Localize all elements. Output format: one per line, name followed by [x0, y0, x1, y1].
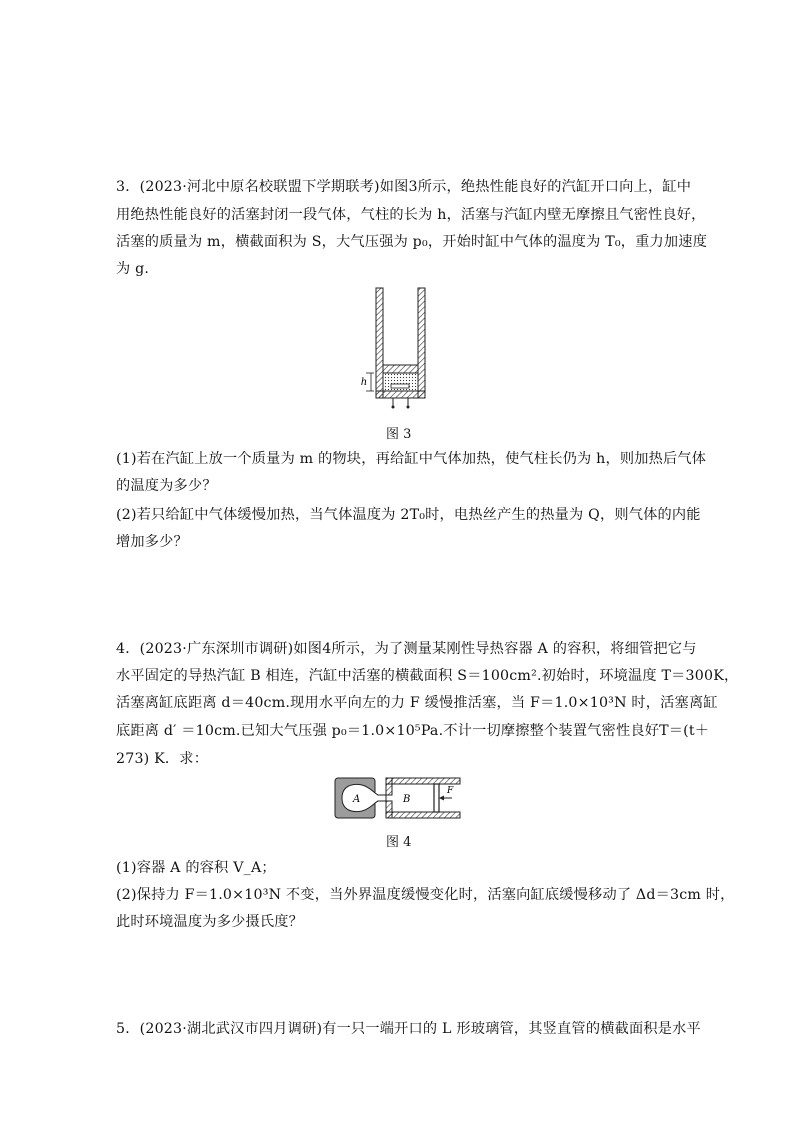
- q3-sub-1a: (1)若在汽缸上放一个质量为 m 的物块，再给缸中气体加热，使气柱长仍为 h，则加热后气体: [116, 451, 707, 467]
- cylinder-bottom: [376, 391, 425, 398]
- q4-line-3: 活塞离缸底距离 d＝40cm.现用水平向左的力 F 缓慢推活塞，当 F＝1.0×10³N 时，活塞离缸: [116, 695, 718, 711]
- q3-sub-2b: 增加多少？: [116, 534, 188, 550]
- q4-line-5: 273) K．求：: [116, 751, 209, 767]
- label-f: F: [447, 786, 454, 796]
- q3-line-3: 活塞的质量为 m，横截面积为 S，大气压强为 p₀，开始时缸中气体的温度为 T₀，重力加速度: [116, 234, 708, 250]
- q3-sub-1b: 的温度为多少？: [116, 478, 217, 494]
- q3-line-4: 为 g.: [116, 261, 150, 277]
- cylinder-right-wall: [418, 288, 425, 398]
- q3-line-2: 用绝热性能良好的活塞封闭一段气体，气柱的长为 h，活塞与汽缸内壁无摩擦且气密性良好，: [116, 207, 706, 223]
- heating-wire: [391, 384, 409, 388]
- label-a: A: [353, 794, 361, 805]
- piston: [383, 365, 418, 373]
- figure-4-caption: 图 4: [386, 835, 412, 850]
- cylinder-left-wall: [376, 288, 383, 398]
- figure-3-cylinder-diagram: [360, 286, 440, 416]
- cylinder-b-left-wall: [386, 778, 392, 795]
- piston-b: [434, 784, 439, 812]
- cylinder-b-bottom-wall: [386, 812, 460, 818]
- q4-line-1: 4．(2023·广东深圳市调研)如图4所示，为了测量某刚性导热容器 A 的容积，将细管把它与: [116, 641, 697, 657]
- q5-line-1: 5．(2023·湖北武汉市四月调研)有一只一端开口的 L 形玻璃管，其竖直管的横截面积是水平: [116, 1021, 701, 1037]
- q4-line-4: 底距离 d′ ＝10cm.已知大气压强 p₀＝1.0×10⁵Pa.不计一切摩擦整个装置气密性良好T＝(t＋: [116, 723, 710, 739]
- label-b: B: [403, 794, 411, 805]
- cylinder-b-top-wall: [386, 778, 460, 784]
- h-dimension-label: h: [360, 377, 368, 388]
- q3-line-1: 3．(2023·河北中原名校联盟下学期联考)如图3所示，绝热性能良好的汽缸开口向上，缸中: [116, 179, 692, 195]
- q4-sub-1: (1)容器 A 的容积 V_A；: [116, 860, 276, 876]
- figure-3-caption: 图 3: [386, 427, 412, 442]
- q4-sub-2b: 此时环境温度为多少摄氏度？: [116, 914, 304, 930]
- container-a-cavity: [342, 784, 386, 811]
- q4-line-2: 水平固定的导热汽缸 B 相连，汽缸中活塞的横截面积 S＝100cm².初始时，环境温度 T＝300K，: [116, 668, 739, 684]
- q3-sub-2a: (2)若只给缸中气体缓慢加热，当气体温度为 2T₀时，电热丝产生的热量为 Q，则气体的内能: [116, 507, 701, 523]
- figure-4-container-diagram: [334, 775, 464, 821]
- q4-sub-2a: (2)保持力 F＝1.0×10³N 不变，当外界温度缓慢变化时，活塞向缸底缓慢移动了 Δd＝3cm 时，: [116, 887, 735, 903]
